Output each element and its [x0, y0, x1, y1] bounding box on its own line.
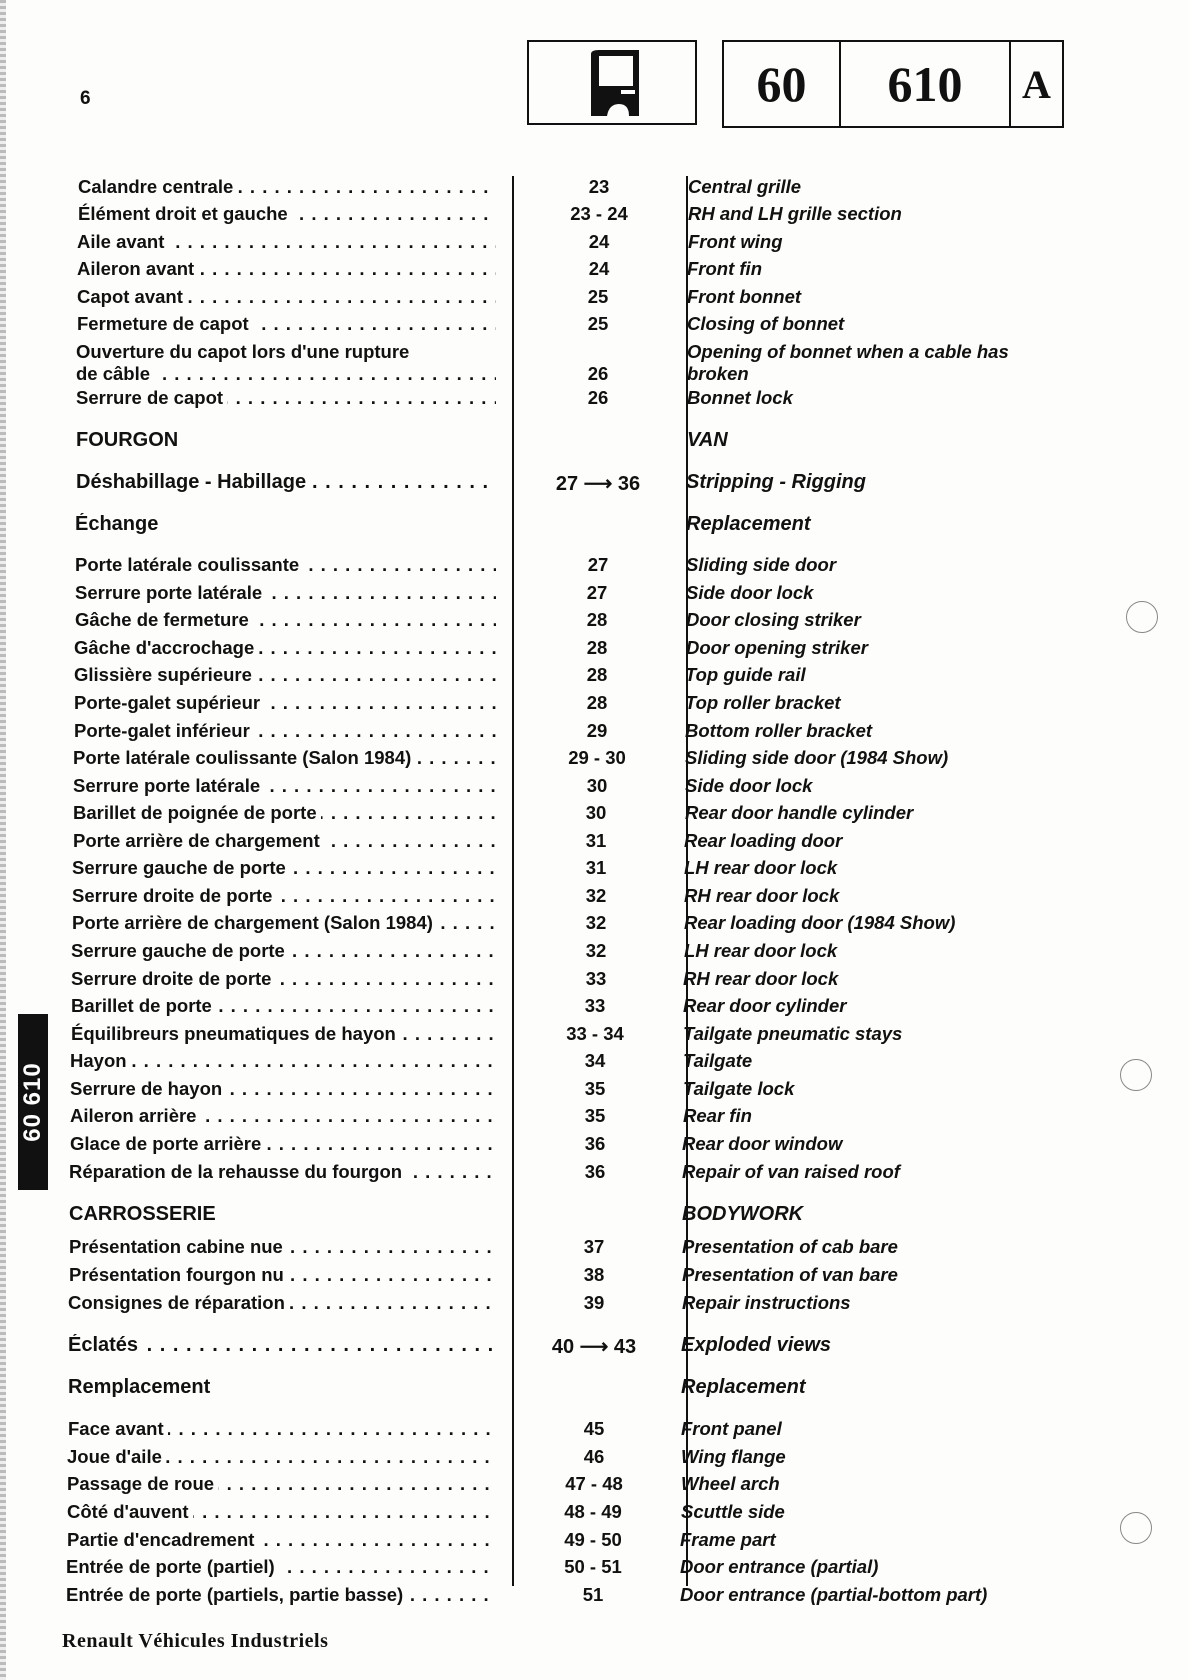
- page-reference: 27: [587, 554, 609, 575]
- english-label: LH rear door lock: [684, 940, 838, 961]
- document-code-box: [722, 40, 1064, 128]
- french-label: Porte latérale coulissante . . .: [75, 554, 496, 576]
- french-label: Porte latérale coulissante (Salon 1984) . . .: [73, 747, 496, 769]
- toc-row: [0, 582, 1189, 610]
- toc-row: [0, 1418, 1189, 1446]
- english-label: Stripping - Rigging: [686, 471, 866, 493]
- english-label: Side door lock: [686, 582, 814, 603]
- english-label: Sliding side door (1984 Show): [685, 747, 949, 768]
- toc-row: [0, 1529, 1189, 1557]
- subsection-row: [0, 1334, 1189, 1362]
- french-label: Aileron arrière . . .: [70, 1105, 496, 1127]
- english-label: Side door lock: [685, 775, 813, 796]
- french-label: Échange: [75, 513, 496, 536]
- english-label: Presentation of van bare: [682, 1264, 898, 1285]
- code-revision: A: [1022, 61, 1051, 107]
- french-label: Côté d'auvent . . .: [67, 1501, 496, 1523]
- french-label: Glace de porte arrière . . .: [70, 1133, 496, 1155]
- french-label: Glissière supérieure . . .: [74, 664, 496, 686]
- page-reference: 26: [587, 363, 609, 384]
- french-label: Porte arrière de chargement . . .: [73, 830, 496, 852]
- french-label: Réparation de la rehausse du fourgon . . .: [69, 1161, 496, 1183]
- english-label: Rear door handle cylinder: [685, 802, 914, 823]
- english-label: Replacement: [686, 513, 811, 535]
- toc-row: [0, 258, 1189, 286]
- code-60: 60: [724, 42, 841, 126]
- french-label-continued: de câble . . .: [76, 363, 496, 385]
- toc-row: [0, 176, 1189, 204]
- french-label: Partie d'encadrement . . .: [67, 1529, 496, 1551]
- page-reference: 51: [582, 1584, 604, 1605]
- french-label: Serrure de hayon . . .: [70, 1078, 496, 1100]
- page-reference: 40 ⟶ 43: [551, 1336, 637, 1358]
- english-label: Rear loading door (1984 Show): [684, 912, 956, 933]
- french-label: Entrée de porte (partiels, partie basse) . . .: [66, 1584, 496, 1606]
- english-label: Front wing: [688, 231, 783, 252]
- toc-row: [0, 692, 1189, 720]
- page-reference: 27 ⟶ 36: [555, 473, 641, 495]
- french-label: Aile avant . . .: [77, 231, 496, 253]
- page-reference: 33: [585, 968, 607, 989]
- toc-row: [0, 387, 1189, 415]
- page-reference: 25: [587, 286, 609, 307]
- toc-row: [0, 1105, 1189, 1133]
- english-label: Top roller bracket: [685, 692, 841, 713]
- page-reference: 33: [584, 995, 606, 1016]
- english-label: LH rear door lock: [684, 857, 838, 878]
- english-label: Bonnet lock: [687, 387, 793, 408]
- english-label: Scuttle side: [681, 1501, 785, 1522]
- page-reference: 36: [584, 1133, 606, 1154]
- toc-row: [0, 747, 1189, 775]
- english-label: Replacement: [681, 1376, 806, 1398]
- french-label: Porte-galet supérieur . . .: [74, 692, 496, 714]
- publisher-footer: Renault Véhicules Industriels: [62, 1630, 329, 1652]
- page-reference: 24: [588, 231, 610, 252]
- toc-row: [0, 1556, 1189, 1584]
- french-label: Barillet de porte . . .: [71, 995, 496, 1017]
- toc-row: [0, 203, 1189, 231]
- page-reference: 32: [585, 912, 607, 933]
- page-reference: 23: [588, 176, 610, 197]
- french-label: Entrée de porte (partiel) . . .: [66, 1556, 496, 1578]
- french-label: Remplacement: [68, 1376, 496, 1399]
- french-label: Passage de roue . . .: [67, 1473, 496, 1495]
- page-reference: 25: [587, 313, 609, 334]
- french-label: Porte arrière de chargement (Salon 1984) . . .: [72, 912, 496, 934]
- english-label: Frame part: [680, 1529, 776, 1550]
- page-reference: 35: [584, 1105, 606, 1126]
- page-reference: 38: [583, 1264, 605, 1285]
- french-label: Ouverture du capot lors d'une rupture: [76, 341, 496, 363]
- french-label: Hayon . . .: [70, 1050, 496, 1072]
- page-reference: 27: [586, 582, 608, 603]
- english-label: Door entrance (partial-bottom part): [680, 1584, 988, 1605]
- toc-row: [0, 830, 1189, 858]
- page-number: 6: [80, 88, 91, 109]
- toc-row: [0, 1161, 1189, 1189]
- page-reference: 46: [583, 1446, 605, 1467]
- page-reference: 47 - 48: [565, 1473, 623, 1494]
- toc-row: [0, 885, 1189, 913]
- french-label: Élément droit et gauche . . .: [78, 203, 496, 225]
- page-reference: 29 - 30: [568, 747, 626, 768]
- page-reference: 28: [586, 664, 608, 685]
- french-label: Porte-galet inférieur . . .: [74, 720, 496, 742]
- english-label-continued: broken: [687, 363, 749, 384]
- page-reference: 45: [583, 1418, 605, 1439]
- toc-row: [0, 1584, 1189, 1612]
- van-pictogram-box: [527, 40, 697, 125]
- page-reference: 34: [584, 1050, 606, 1071]
- toc-row: [0, 1050, 1189, 1078]
- french-label: Serrure droite de porte . . .: [72, 885, 496, 907]
- toc-row: [0, 554, 1189, 582]
- toc-row: [0, 637, 1189, 665]
- english-label: Repair instructions: [682, 1292, 851, 1313]
- toc-row: [0, 1133, 1189, 1161]
- english-label: RH rear door lock: [683, 968, 839, 989]
- subsection-row: [0, 471, 1189, 499]
- french-label: Serrure droite de porte . . .: [71, 968, 496, 990]
- toc-row: [0, 1264, 1189, 1292]
- toc-row: [0, 940, 1189, 968]
- punch-hole: [1126, 601, 1158, 633]
- english-label: Presentation of cab bare: [682, 1236, 898, 1257]
- toc-row: [0, 1078, 1189, 1106]
- french-label: Consignes de réparation . . .: [68, 1292, 496, 1314]
- french-label: Serrure gauche de porte . . .: [71, 940, 496, 962]
- french-label: Aileron avant . . .: [77, 258, 496, 280]
- french-label: Éclatés . . .: [68, 1334, 496, 1357]
- french-label: Gâche de fermeture . . .: [75, 609, 496, 631]
- english-label: Exploded views: [681, 1334, 832, 1356]
- english-label: Tailgate: [683, 1050, 753, 1071]
- french-label: Face avant . . .: [68, 1418, 496, 1440]
- french-label: Présentation fourgon nu . . .: [69, 1264, 496, 1286]
- toc-row: [0, 775, 1189, 803]
- english-label: Wing flange: [681, 1446, 786, 1467]
- french-label: Gâche d'accrochage . . .: [74, 637, 496, 659]
- english-label: Door entrance (partial): [680, 1556, 879, 1577]
- page-reference: 30: [586, 775, 608, 796]
- toc-row: [0, 286, 1189, 314]
- toc-row: [0, 968, 1189, 996]
- page-reference: 39: [583, 1292, 605, 1313]
- french-label: Serrure de capot . . .: [76, 387, 496, 409]
- toc-row: [0, 1501, 1189, 1529]
- section-heading: [0, 1203, 1189, 1231]
- english-label: VAN: [687, 429, 728, 451]
- code-610: 610: [841, 42, 1011, 126]
- page-reference: 31: [585, 830, 607, 851]
- toc-row: [0, 1236, 1189, 1264]
- french-label: Capot avant . . .: [77, 286, 496, 308]
- page-reference: 29: [586, 720, 608, 741]
- page-reference: 30: [585, 802, 607, 823]
- english-label: Door closing striker: [686, 609, 861, 630]
- english-label: Central grille: [688, 176, 802, 197]
- page-reference: 36: [584, 1161, 606, 1182]
- punch-hole: [1120, 1512, 1152, 1544]
- english-label: BODYWORK: [682, 1203, 804, 1225]
- english-label: Closing of bonnet: [687, 313, 845, 334]
- section-heading: [0, 429, 1189, 457]
- french-label: Fermeture de capot . . .: [77, 313, 496, 335]
- page-reference: 31: [585, 857, 607, 878]
- english-label: Front bonnet: [687, 286, 802, 307]
- french-label: Serrure gauche de porte . . .: [72, 857, 496, 879]
- page-reference: 23 - 24: [570, 203, 628, 224]
- toc-row: [0, 1023, 1189, 1051]
- page-reference: 28: [586, 637, 608, 658]
- toc-row: [0, 664, 1189, 692]
- toc-row: [0, 912, 1189, 940]
- english-label: Wheel arch: [681, 1473, 780, 1494]
- french-label: Serrure porte latérale . . .: [75, 582, 496, 604]
- toc-row: [0, 1473, 1189, 1501]
- french-label: FOURGON: [76, 429, 496, 452]
- french-label: Déshabillage - Habillage . . .: [76, 471, 496, 494]
- subsection-row: [0, 513, 1189, 541]
- french-label: Calandre centrale . . .: [78, 176, 496, 198]
- page-reference: 26: [587, 387, 609, 408]
- toc-row: [0, 802, 1189, 830]
- english-label: Rear door window: [682, 1133, 843, 1154]
- toc-row: [0, 609, 1189, 637]
- page-reference: 48 - 49: [564, 1501, 622, 1522]
- page-reference: 32: [585, 940, 607, 961]
- english-label: RH rear door lock: [684, 885, 840, 906]
- english-label: Bottom roller bracket: [685, 720, 873, 741]
- french-label: Équilibreurs pneumatiques de hayon . . .: [71, 1023, 496, 1045]
- page-reference: 28: [586, 609, 608, 630]
- punch-hole: [1120, 1059, 1152, 1091]
- english-label: Opening of bonnet when a cable has: [687, 341, 1009, 362]
- page-reference: 37: [583, 1236, 605, 1257]
- english-label: Rear loading door: [684, 830, 843, 851]
- van-cab-icon: [529, 42, 695, 123]
- french-label: Serrure porte latérale . . .: [73, 775, 496, 797]
- page-reference: 49 - 50: [564, 1529, 622, 1550]
- english-label: Door opening striker: [686, 637, 868, 658]
- english-label: Rear fin: [683, 1105, 752, 1126]
- toc-row: [0, 313, 1189, 341]
- toc-row: [0, 231, 1189, 259]
- english-label: Tailgate pneumatic stays: [683, 1023, 903, 1044]
- toc-row: [0, 720, 1189, 748]
- page-reference: 28: [586, 692, 608, 713]
- page-reference: 35: [584, 1078, 606, 1099]
- toc-row: [0, 995, 1189, 1023]
- page-reference: 33 - 34: [566, 1023, 624, 1044]
- toc-row: [0, 857, 1189, 885]
- french-label: Barillet de poignée de porte . . .: [73, 802, 496, 824]
- english-label: Front panel: [681, 1418, 782, 1439]
- page-reference: 24: [588, 258, 610, 279]
- french-label: Joue d'aile . . .: [67, 1446, 496, 1468]
- toc-row: [0, 341, 1189, 384]
- side-tab: 60 610: [18, 1014, 48, 1190]
- subsection-row: [0, 1376, 1189, 1404]
- toc-row: [0, 1446, 1189, 1474]
- english-label: Repair of van raised roof: [682, 1161, 900, 1182]
- english-label: Tailgate lock: [683, 1078, 795, 1099]
- french-label: Présentation cabine nue . . .: [69, 1236, 496, 1258]
- page-reference: 32: [585, 885, 607, 906]
- english-label: Rear door cylinder: [683, 995, 847, 1016]
- english-label: Sliding side door: [686, 554, 837, 575]
- english-label: Front fin: [687, 258, 763, 279]
- toc-row: [0, 1292, 1189, 1320]
- page-reference: 50 - 51: [564, 1556, 622, 1577]
- english-label: Top guide rail: [685, 664, 806, 685]
- french-label: CARROSSERIE: [69, 1203, 496, 1226]
- english-label: RH and LH grille section: [688, 203, 902, 224]
